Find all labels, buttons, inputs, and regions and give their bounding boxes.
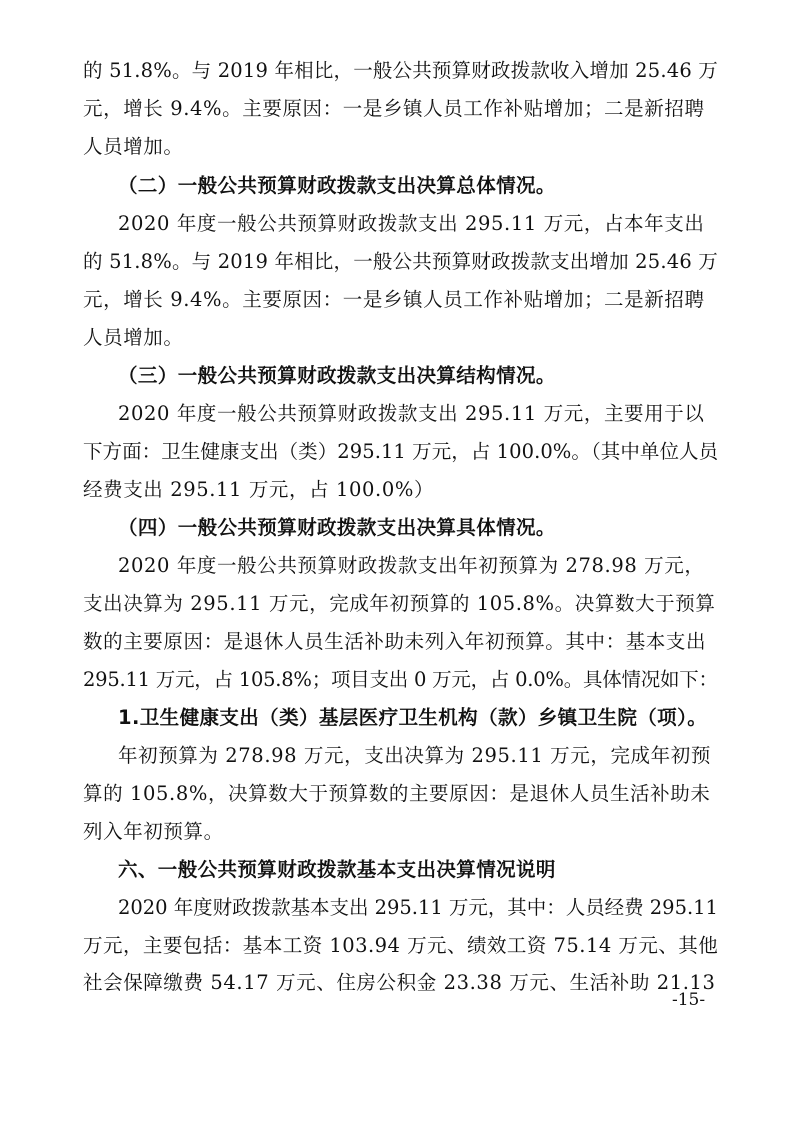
paragraph-line: 数的主要原因：是退休人员生活补助未列入年初预算。其中：基本支出: [83, 630, 707, 653]
paragraph-line: 2020 年度一般公共预算财政拨款支出 295.11 万元，占本年支出: [118, 212, 705, 235]
paragraph-line: 人员增加。: [83, 135, 184, 158]
paragraph-line: 295.11 万元，占 105.8%；项目支出 0 万元，占 0.0%。具体情况如下：: [83, 668, 718, 691]
paragraph-line: 2020 年度一般公共预算财政拨款支出 295.11 万元，主要用于以: [118, 402, 705, 425]
paragraph-line: 元，增长 9.4%。主要原因：一是乡镇人员工作补贴增加；二是新招聘: [83, 97, 705, 120]
paragraph-line: 2020 年度一般公共预算财政拨款支出年初预算为 278.98 万元，: [118, 554, 705, 577]
section-heading-4: （四）一般公共预算财政拨款支出决算具体情况。: [118, 516, 556, 539]
paragraph-line: 支出决算为 295.11 万元，完成年初预算的 105.8%。决算数大于预算: [83, 592, 716, 615]
paragraph-line: 下方面：卫生健康支出（类）295.11 万元，占 100.0%。（其中单位人员: [83, 440, 719, 463]
paragraph-line: 经费支出 295.11 万元，占 100.0%）: [83, 478, 435, 501]
paragraph-line: 人员增加。: [83, 326, 184, 349]
paragraph-line: 算的 105.8%，决算数大于预算数的主要原因：是退休人员生活补助未: [83, 782, 711, 805]
section-heading-3: （三）一般公共预算财政拨款支出决算结构情况。: [118, 364, 556, 387]
subsection-heading-1: 1.卫生健康支出（类）基层医疗卫生机构（款）乡镇卫生院（项）。: [118, 706, 708, 729]
paragraph-line: 元，增长 9.4%。主要原因：一是乡镇人员工作补贴增加；二是新招聘: [83, 288, 705, 311]
paragraph-line: 的 51.8%。与 2019 年相比，一般公共预算财政拨款支出增加 25.46 万: [83, 250, 718, 273]
paragraph-line: 2020 年度财政拨款基本支出 295.11 万元，其中：人员经费 295.11: [118, 896, 718, 919]
paragraph-line: 年初预算为 278.98 万元，支出决算为 295.11 万元，完成年初预: [118, 744, 711, 767]
section-heading-2: （二）一般公共预算财政拨款支出决算总体情况。: [118, 174, 556, 197]
paragraph-line: 列入年初预算。: [83, 820, 224, 843]
page-number: -15-: [672, 990, 706, 1010]
paragraph-line: 的 51.8%。与 2019 年相比，一般公共预算财政拨款收入增加 25.46 万: [83, 59, 718, 82]
paragraph-line: 万元，主要包括：基本工资 103.94 万元、绩效工资 75.14 万元、其他: [83, 934, 719, 957]
section-heading-6: 六、一般公共预算财政拨款基本支出决算情况说明: [118, 858, 556, 881]
paragraph-line: 社会保障缴费 54.17 万元、住房公积金 23.38 万元、生活补助 21.13: [83, 971, 716, 994]
